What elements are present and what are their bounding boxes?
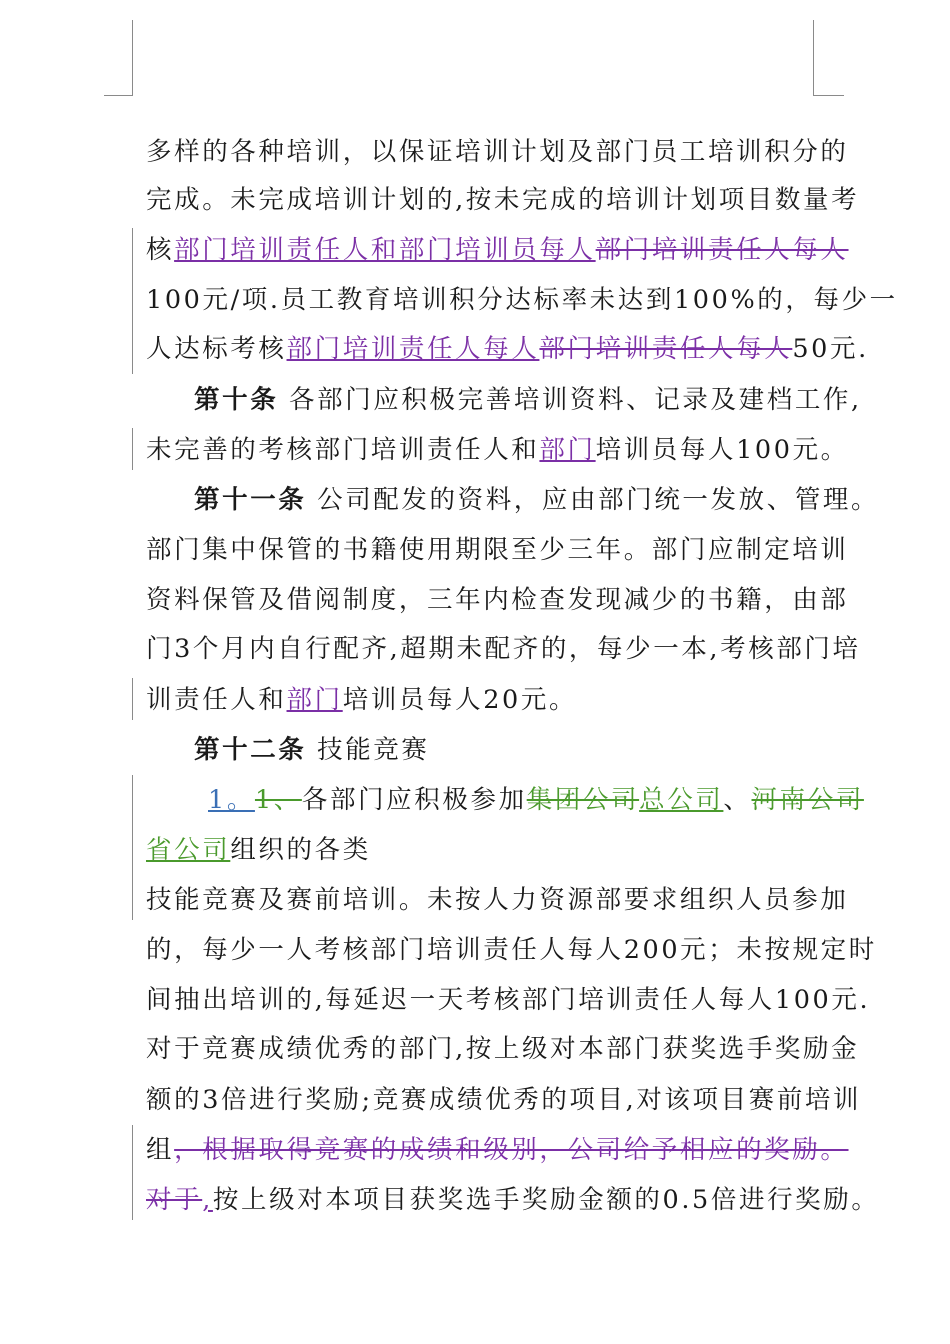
deleted-text: ，根据取得竞赛的成绩和级别，公司给予相应的奖励。	[174, 1135, 849, 1165]
deleted-number: 1、	[254, 785, 302, 815]
body-text: 核	[146, 235, 175, 265]
inserted-text: 省公司	[146, 835, 231, 865]
text-line	[146, 233, 849, 267]
inserted-text: 总公司	[639, 785, 724, 815]
body-text: 资料保管及借阅制度，三年内检查发现减少的书籍，由部	[146, 585, 849, 615]
text-line	[146, 1133, 849, 1167]
change-bar	[132, 1125, 133, 1220]
body-text: 按上级对本项目获奖选手奖励金额的0.5倍进行奖励。	[212, 1185, 880, 1215]
text-line	[194, 733, 430, 767]
text-line	[146, 833, 371, 867]
body-text: 未完善的考核部门培训责任人和	[146, 435, 540, 465]
body-text: 的，每少一人考核部门培训责任人每人200元；未按规定时	[146, 935, 877, 965]
text-line	[146, 135, 849, 169]
body-text: 公司配发的资料，应由部门统一发放、管理。	[306, 485, 880, 515]
text-line	[146, 983, 870, 1017]
deleted-text: 部门培训责任人每人	[539, 334, 793, 364]
text-line	[146, 583, 849, 617]
body-text: 100元/项.员工教育培训积分达标率未达到100%的，每少一	[146, 285, 898, 315]
text-line	[146, 933, 877, 967]
body-text: 培训员每人100元。	[595, 435, 849, 465]
body-text: 各部门应积极参加	[301, 785, 527, 815]
change-bar	[132, 228, 133, 374]
text-line	[194, 483, 879, 517]
change-bar	[132, 428, 133, 470]
body-text: 间抽出培训的,每延迟一天考核部门培训责任人每人100元.	[146, 985, 871, 1015]
inserted-text: 部门培训责任人和部门培训员每人	[174, 235, 596, 265]
article-heading: 第十一条	[194, 485, 307, 515]
deleted-text: 集团公司	[526, 785, 640, 815]
body-text: 部门集中保管的书籍使用期限至少三年。部门应制定培训	[146, 535, 849, 565]
text-line	[146, 332, 869, 366]
text-line	[146, 433, 849, 467]
change-bar	[132, 678, 133, 720]
text-line	[194, 383, 862, 417]
list-number: 1。	[208, 785, 255, 815]
body-text: 训责任人和	[146, 685, 287, 715]
deleted-text: 对于	[146, 1185, 203, 1215]
text-line	[146, 783, 864, 817]
body-text: 对于竞赛成绩优秀的部门,按上级对本部门获奖选手奖励金	[146, 1034, 860, 1064]
text-line	[146, 1183, 879, 1217]
inserted-text: ,	[202, 1185, 213, 1215]
text-line	[146, 632, 861, 666]
body-text: 完成。未完成培训计划的,按未完成的培训计划项目数量考	[146, 185, 860, 215]
text-line	[146, 683, 577, 717]
body-text: 组织的各类	[230, 835, 371, 865]
deleted-text: 河南公司	[751, 785, 864, 815]
body-text: 、	[723, 785, 752, 815]
text-line	[146, 283, 898, 317]
inserted-text: 部门培训责任人每人	[286, 334, 540, 364]
crop-mark-top-left	[104, 20, 133, 96]
crop-mark-top-right	[813, 20, 844, 96]
body-text: 技能竞赛	[306, 735, 430, 765]
body-text: 技能竞赛及赛前培训。未按人力资源部要求组织人员参加	[146, 885, 849, 915]
deleted-text: 部门培训责任人每人	[595, 235, 849, 265]
article-heading: 第十条	[194, 385, 279, 415]
text-line	[146, 183, 859, 217]
body-text: 多样的各种培训，以保证培训计划及部门员工培训积分的	[146, 137, 849, 167]
inserted-text: 部门	[539, 435, 596, 465]
change-bar	[132, 775, 133, 920]
body-text: 培训员每人20元。	[342, 685, 578, 715]
text-line	[146, 883, 849, 917]
text-line	[146, 1083, 861, 1117]
body-text: 门3个月内自行配齐,超期未配齐的，每少一本,考核部门培	[146, 634, 861, 664]
body-text: 50元.	[792, 334, 869, 364]
text-line	[146, 533, 849, 567]
article-heading: 第十二条	[194, 735, 307, 765]
body-text: 人达标考核	[146, 334, 287, 364]
body-text: 额的3倍进行奖励;竞赛成绩优秀的项目,对该项目赛前培训	[146, 1085, 862, 1115]
inserted-text: 部门	[286, 685, 343, 715]
body-text: 各部门应积极完善培训资料、记录及建档工作,	[278, 385, 862, 415]
text-line	[146, 1032, 859, 1066]
body-text: 组	[146, 1135, 175, 1165]
